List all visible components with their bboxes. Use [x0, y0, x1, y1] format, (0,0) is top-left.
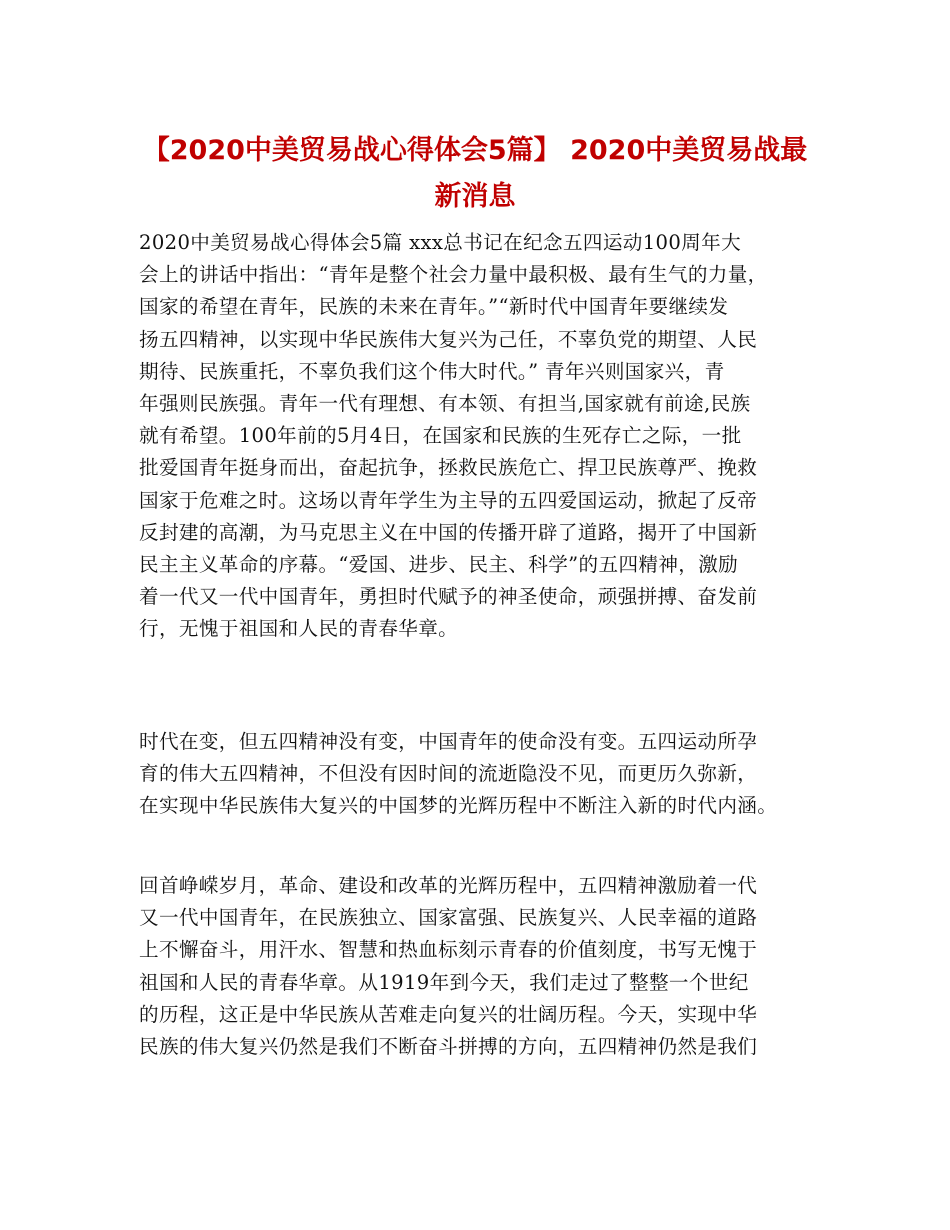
paragraph-2-line: 时代在变，但五四精神没有变，中国青年的使命没有变。五四运动所孕	[139, 730, 758, 753]
paragraph-3-line: 又一代中国青年，在民族独立、国家富强、民族复兴、人民幸福的道路	[139, 906, 758, 930]
paragraph-3-line: 回首峥嵘岁月，革命、建设和改革的光辉历程中，五四精神激励着一代	[139, 874, 758, 897]
paragraph-1-line: 就有希望。100年前的5月4日，在国家和民族的生死存亡之际，一批	[139, 424, 742, 448]
paragraph-3-line: 上不懈奋斗，用汗水、智慧和热血标刻示青春的价值刻度，书写无愧于	[139, 938, 758, 962]
title-line-1: 【2020中美贸易战心得体会5篇】 2020中美贸易战最	[142, 135, 808, 166]
paragraph-1	[139, 227, 829, 646]
paragraph-3-line: 民族的伟大复兴仍然是我们不断奋斗拼搏的方向，五四精神仍然是我们	[139, 1035, 758, 1059]
paragraph-1-line: 民主主义革命的序幕。“爱国、进步、民主、科学”的五四精神，激励	[139, 553, 739, 577]
paragraph-1-line: 国家的希望在青年，民族的未来在青年。”“新时代中国青年要继续发	[139, 295, 729, 319]
paragraph-1-line: 年强则民族强。青年一代有理想、有本领、有担当,国家就有前途,民族	[139, 392, 751, 416]
paragraph-2-line: 育的伟大五四精神，不但没有因时间的流逝隐没不见，而更历久弥新，	[139, 762, 758, 786]
document-title	[120, 128, 830, 220]
paragraph-1-line: 扬五四精神，以实现中华民族伟大复兴为己任，不辜负党的期望、人民	[139, 327, 758, 351]
paragraph-1-line: 2020中美贸易战心得体会5篇 xxx总书记在纪念五四运动100周年大	[139, 231, 742, 254]
title-line-2: 新消息	[434, 181, 516, 212]
paragraph-1-line: 批爱国青年挺身而出，奋起抗争，拯救民族危亡、捍卫民族尊严、挽救	[139, 456, 758, 480]
paragraph-2-line: 在实现中华民族伟大复兴的中国梦的光辉历程中不断注入新的时代内涵。	[139, 794, 778, 818]
paragraph-3-line: 的历程，这正是中华民族从苦难走向复兴的壮阔历程。今天，实现中华	[139, 1002, 758, 1026]
paragraph-3	[139, 870, 829, 1063]
paragraph-3-line: 祖国和人民的青春华章。从1919年到今天，我们走过了整整一个世纪	[139, 970, 749, 994]
paragraph-1-line: 着一代又一代中国青年，勇担时代赋予的神圣使命，顽强拼搏、奋发前	[139, 585, 758, 609]
paragraph-1-line: 国家于危难之时。这场以青年学生为主导的五四爱国运动，掀起了反帝	[139, 488, 758, 512]
paragraph-1-line: 期待、民族重托，不辜负我们这个伟大时代。” 青年兴则国家兴，青	[139, 359, 725, 383]
paragraph-1-line: 反封建的高潮，为马克思主义在中国的传播开辟了道路，揭开了中国新	[139, 520, 758, 544]
paragraph-1-line: 行，无愧于祖国和人民的青春华章。	[139, 617, 459, 641]
paragraph-1-line: 会上的讲话中指出：“青年是整个社会力量中最积极、最有生气的力量，	[139, 263, 768, 287]
paragraph-2	[139, 726, 829, 823]
